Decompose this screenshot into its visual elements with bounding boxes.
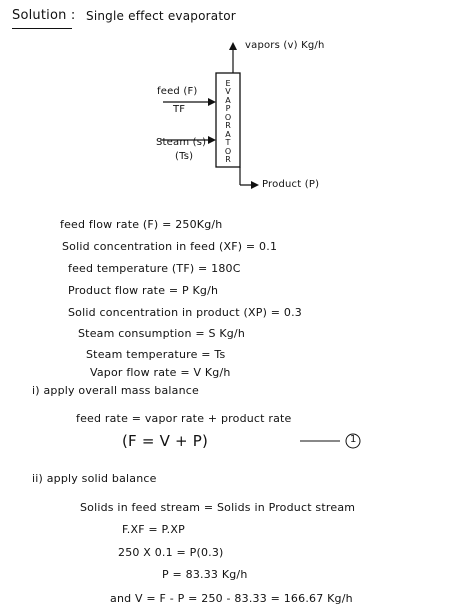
given-product-rate: Product flow rate = P Kg/h: [68, 284, 219, 297]
step2-line2: F.XF = P.XP: [122, 523, 185, 536]
evaporator-letter: T: [225, 138, 231, 147]
given-steam-temperature: Steam temperature = Ts: [86, 348, 226, 361]
step1-eq-number: 1: [350, 434, 357, 445]
steam-label: Steam (s): [156, 137, 207, 148]
solution-label: Solution :: [12, 8, 76, 23]
evaporator-letter: E: [225, 79, 231, 88]
steam-temp-label: (Ts): [175, 151, 194, 162]
feed-arrowhead: [208, 98, 216, 106]
evaporator-letter: P: [225, 104, 231, 113]
evaporator-letter: A: [225, 130, 231, 139]
given-feed-rate: feed flow rate (F) = 250Kg/h: [60, 218, 223, 231]
given-product-concentration: Solid concentration in product (XP) = 0.3: [68, 306, 302, 319]
step2-heading: ii) apply solid balance: [32, 472, 157, 485]
product-arrowhead: [251, 181, 259, 189]
feed-temp-label: TF: [173, 104, 186, 115]
given-feed-concentration: Solid concentration in feed (XF) = 0.1: [62, 240, 278, 253]
step2-line3: 250 X 0.1 = P(0.3): [118, 546, 224, 559]
given-steam-consumption: Steam consumption = S Kg/h: [78, 327, 245, 340]
vapor-arrowhead: [229, 42, 237, 50]
product-label: Product (P): [262, 179, 320, 190]
step1-line1: feed rate = vapor rate + product rate: [76, 412, 292, 425]
evaporator-letter: A: [225, 96, 231, 105]
given-feed-temperature: feed temperature (TF) = 180C: [68, 262, 241, 275]
step1-equation: (F = V + P): [122, 432, 209, 450]
steam-arrowhead: [208, 136, 216, 144]
step1-heading: i) apply overall mass balance: [32, 384, 200, 397]
evaporator-letter: O: [224, 147, 232, 156]
given-vapor-rate: Vapor flow rate = V Kg/h: [90, 366, 231, 379]
vapors-label: vapors (v) Kg/h: [245, 40, 325, 51]
step2-line4: P = 83.33 Kg/h: [162, 568, 248, 581]
evaporator-letter: R: [225, 121, 231, 130]
step2-line5: and V = F - P = 250 - 83.33 = 166.67 Kg/h: [110, 592, 353, 605]
evaporator-letter: R: [225, 155, 231, 164]
feed-label: feed (F): [157, 86, 198, 97]
step2-line1: Solids in feed stream = Solids in Product stream: [80, 501, 356, 514]
evaporator-letter: V: [225, 87, 231, 96]
subtitle: Single effect evaporator: [86, 9, 236, 23]
evaporator-letter: O: [224, 113, 232, 122]
